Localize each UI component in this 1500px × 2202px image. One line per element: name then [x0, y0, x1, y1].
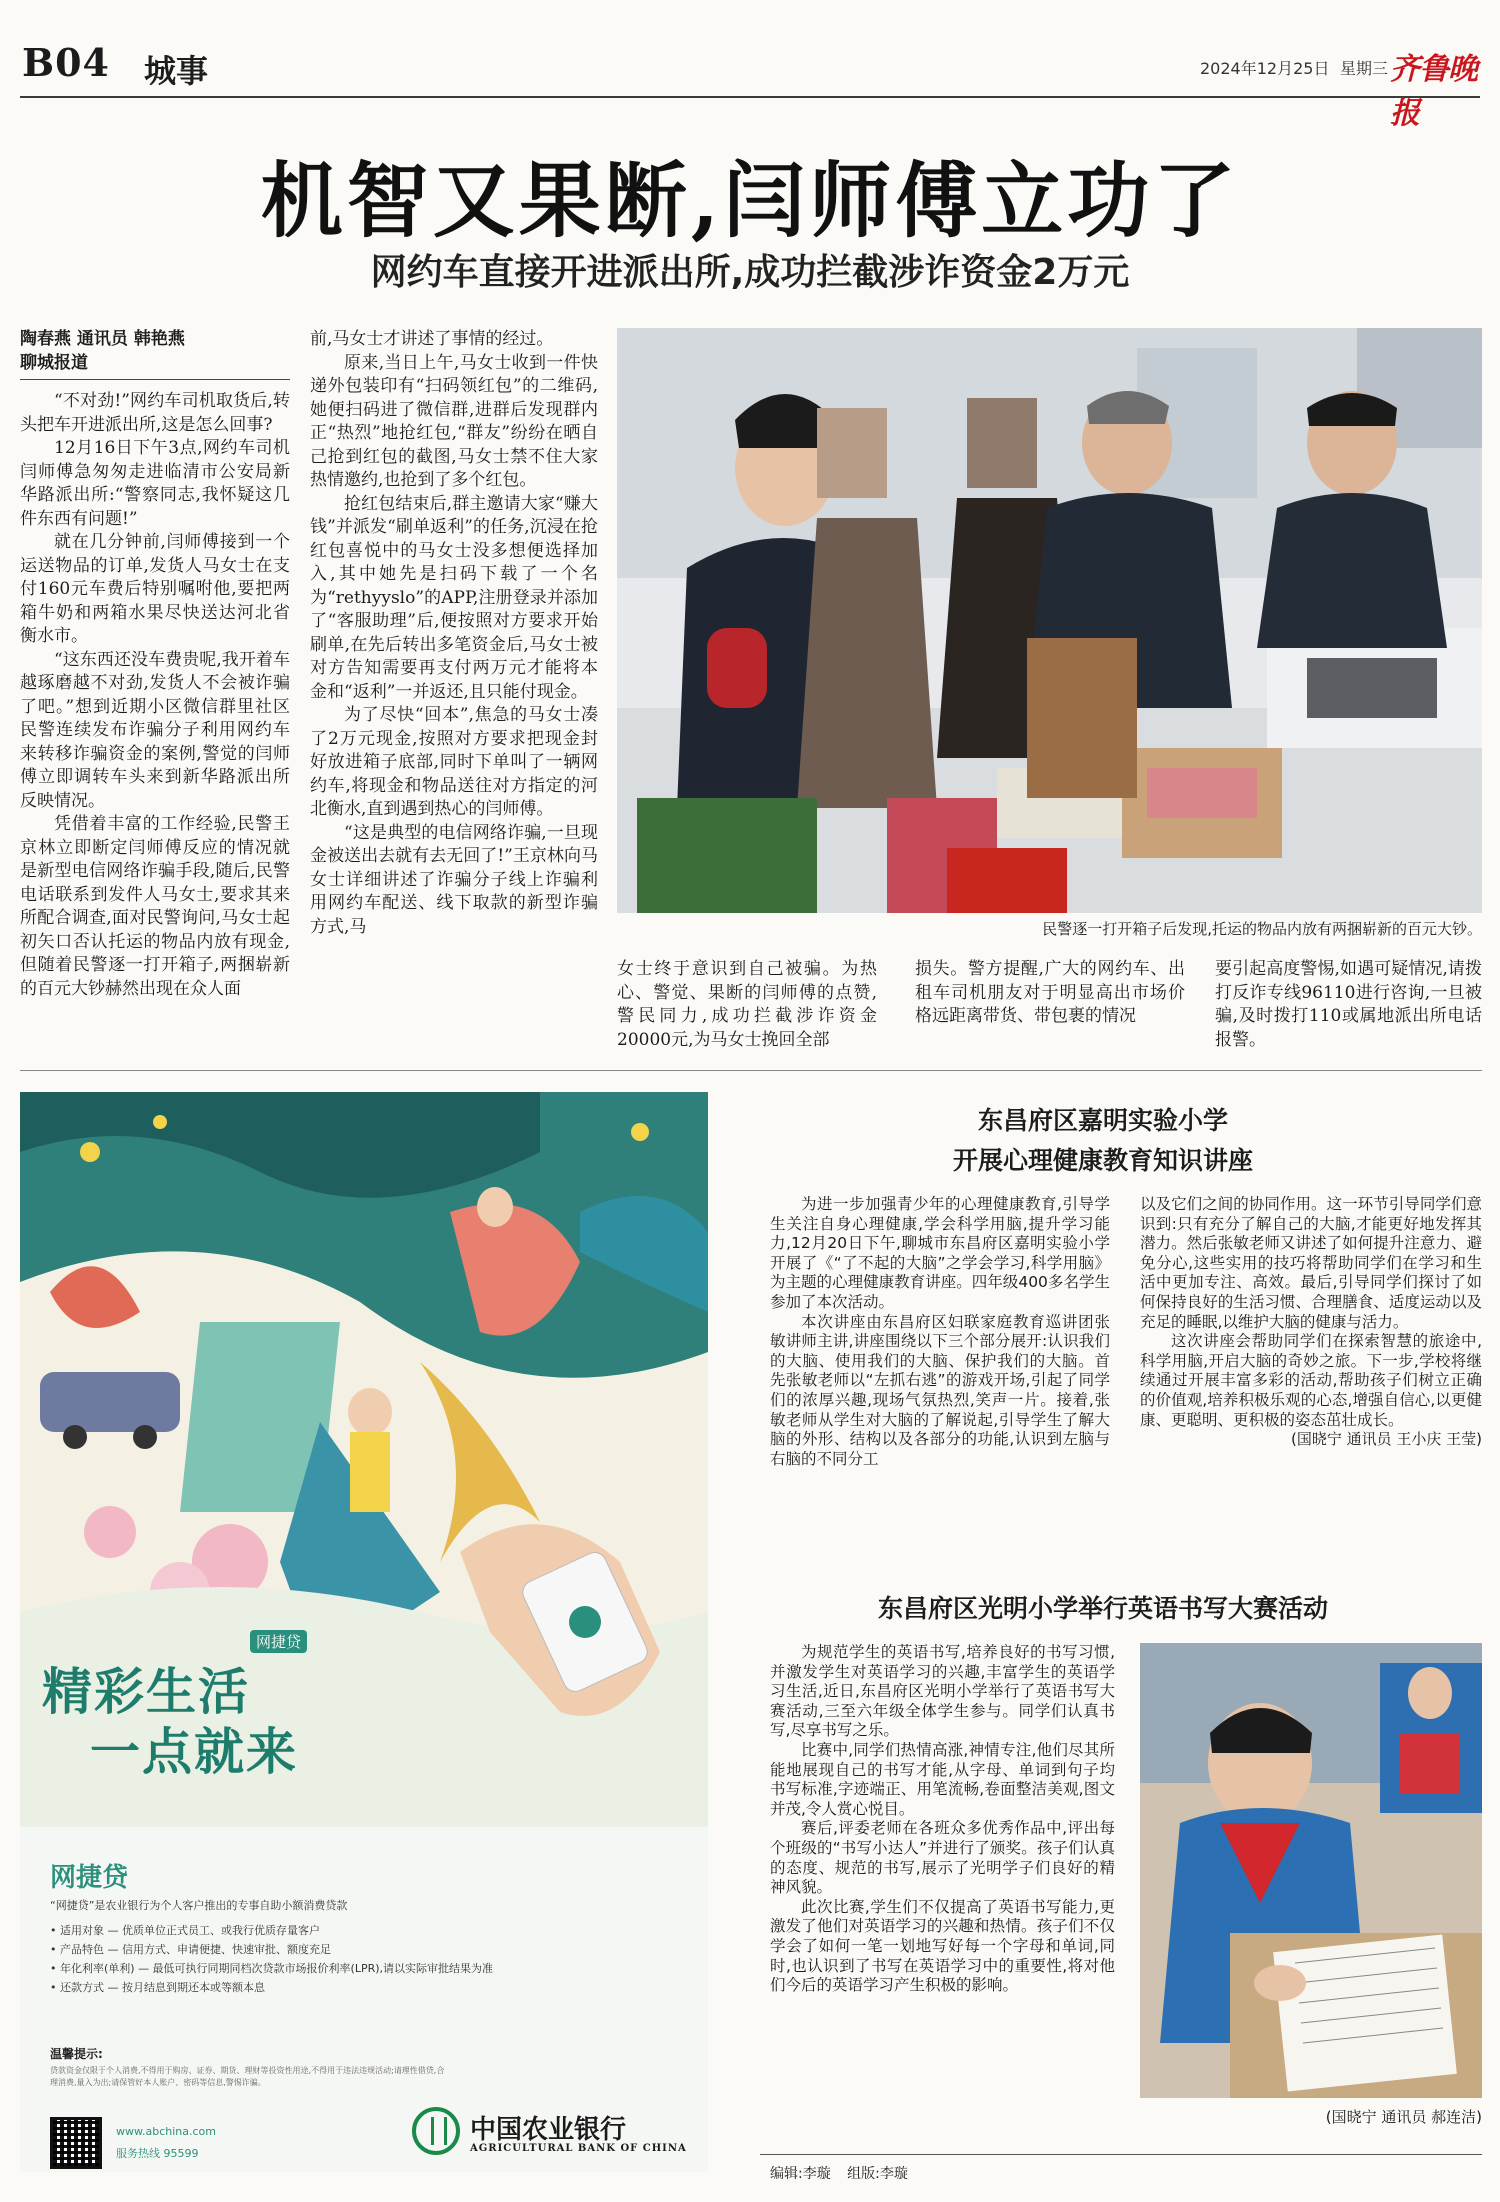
lead-subhead: 网约车直接开进派出所,成功拦截涉诈资金2万元: [370, 252, 1130, 293]
bank-logo-icon: [412, 2107, 460, 2155]
list-item: • 产品特色 — 信用方式、申请便捷、快速审批、额度充足: [50, 1943, 331, 1956]
qr-code-icon[interactable]: [50, 2117, 102, 2169]
paragraph: 要引起高度警惕,如遇可疑情况,请拨打反诈专线96110进行咨询,一旦被骗,及时拨打110或属地派出所电话报警。: [1215, 959, 1482, 1050]
paragraph: 抢红包结束后,群主邀请大家“赚大钱”并派发“刷单返利”的任务,沉浸在抢红包喜悦中的马女士没多想便选择加入,其中她先是扫码下载了一个名为“rethyyslo”的APP,注册登录并添加了“客服助理”后,便按照对方要求开始刷单,在先后转出多笔资金后,马女士被对方告知需要再支付两万元才能将本金和“返利”一并返还,且只能付现金。: [310, 493, 598, 702]
editor-credit: 编辑:李璇: [770, 2166, 831, 2182]
paragraph: “不对劲!”网约车司机取货后,转头把车开进派出所,这是怎么回事?: [20, 391, 290, 435]
photo-illustration: [1140, 1643, 1482, 2098]
article3-column: [770, 1643, 1115, 1996]
list-item: • 还款方式 — 按月结息到期还本或等额本息: [50, 1981, 265, 1994]
ad-tips-title: 温馨提示:: [50, 2047, 103, 2061]
byline-box: [20, 328, 290, 380]
paragraph: 原来,当日上午,马女士收到一件快递外包装印有“扫码领红包”的二维码,她便扫码进了微信群,进群后发现群内正“热烈”地抢红包,“群友”纷纷在晒自己抢到红包的截图,马女士禁不住大家热情邀约,也抢到了多个红包。: [310, 352, 598, 490]
ad-url[interactable]: www.abchina.com: [116, 2125, 216, 2138]
paragraph: 为进一步加强青少年的心理健康教育,引导学生关注自身心理健康,学会科学用脑,提升学习能力,12月20日下午,聊城市东昌府区嘉明实验小学开展了《“了不起的大脑”之学会学习,科学用脑》为主题的心理健康教育讲座。四年级400多名学生参加了本次活动。: [770, 1195, 1110, 1311]
byline-location: 聊城报道: [20, 352, 88, 373]
ad-product-tag: 网捷贷: [250, 1630, 307, 1653]
paragraph: 损失。警方提醒,广大的网约车、出租车司机朋友对于明显高出市场价格远距离带货、带包裹的情况: [915, 959, 1185, 1026]
lead-headline: 机智又果断,闫师傅立功了: [260, 153, 1240, 249]
byline: 陶春燕 通讯员 韩艳燕: [20, 329, 185, 349]
ad-slogan-line2: 一点就来: [90, 1723, 298, 1781]
bank-advertisement[interactable]: [20, 1092, 708, 2172]
page-header: [20, 36, 1480, 131]
paragraph: 以及它们之间的协同作用。这一环节引导同学们意识到:只有充分了解自己的大脑,才能更好地发挥其潜力。然后张敏老师又讲述了如何提升注意力、避免分心,这些实用的技巧将帮助同学们在学习和生活中更加专注、高效。最后,引导同学们探讨了如何保持良好的生活习惯、合理膳食、适度运动以及充足的睡眠,以维护大脑的健康与活力。: [1140, 1195, 1482, 1331]
ad-tips: 贷款资金仅限于个人消费,不得用于购房、证券、期货、理财等投资性用途,不得用于违法违规活动;请理性借贷,合理消费,量入为出;请保管好本人账户、密码等信息,警惕诈骗。: [50, 2066, 445, 2087]
paragraph: 女士终于意识到自己被骗。为热心、警觉、果断的闫师傅的点赞,警民同力,成功拦截涉诈资金20000元,为马女士挽回全部: [617, 959, 877, 1050]
newspaper-logo: 齐鲁晚报: [1390, 52, 1477, 131]
police-station-photo: [617, 328, 1482, 913]
paragraph: 为规范学生的英语书写,培养良好的书写习惯,并激发学生对英语学习的兴趣,丰富学生的英语学习生活,近日,东昌府区光明小学举行了英语书写大赛活动,三至六年级全体学生参与。同学们认真书写,尽享书写之乐。: [770, 1643, 1115, 1740]
lead-column-2: [310, 328, 598, 939]
paragraph: 赛后,评委老师在各班众多优秀作品中,评出每个班级的“书写小达人”并进行了颁奖。孩子们认真的态度、规范的书写,展示了光明学子们良好的精神风貌。: [770, 1819, 1115, 1897]
article2-title-line2: 开展心理健康教育知识讲座: [952, 1146, 1253, 1175]
bank-name-en: AGRICULTURAL BANK OF CHINA: [470, 2143, 687, 2154]
ad-product-title: 网捷贷: [50, 1863, 129, 1893]
issue-weekday: 星期三: [1340, 59, 1389, 78]
paragraph: “这是典型的电信网络诈骗,一旦现金被送出去就有去无回了!”王京林向马女士详细讲述了诈骗分子线上诈骗利用网约车配送、线下取款的新型诈骗方式,马: [310, 822, 598, 937]
article2-credit: (国晓宁 通讯员 王小庆 王莹): [1290, 1430, 1482, 1449]
section-divider: [20, 1070, 1482, 1071]
paragraph: 本次讲座由东昌府区妇联家庭教育巡讲团张敏讲师主讲,讲座围绕以下三个部分展开:认识我们的大脑、使用我们的大脑、保护我们的大脑。首先张敏老师以“左抓右逃”的游戏开场,引起了同学们的浓厚兴趣,现场气氛热烈,笑声一片。接着,张敏老师从学生对大脑的了解说起,引导学生了解大脑的外形、结构以及各部分的功能,认识到左脑与右脑的不同分工: [770, 1312, 1110, 1468]
paragraph: “这东西还没车费贵呢,我开着车越琢磨越不对劲,发货人不会被诈骗了吧。”想到近期小区微信群里社区民警连续发布诈骗分子利用网约车来转移诈骗资金的案例,警觉的闫师傅立即调转车头来到新华路派出所反映情况。: [20, 649, 290, 811]
paragraph: 12月16日下午3点,网约车司机闫师傅急匆匆走进临清市公安局新华路派出所:“警察同志,我怀疑这几件东西有问题!”: [20, 438, 290, 529]
ad-slogan-line1: 精彩生活: [42, 1663, 250, 1721]
paragraph: 比赛中,同学们热情高涨,神情专注,他们尽其所能地展现自己的书写才能,从字母、单词到句子均书写标准,字迹端正、用笔流畅,卷面整洁美观,图文并茂,令人赏心悦目。: [770, 1740, 1115, 1818]
article2-column-2: [1140, 1195, 1482, 1450]
list-item: • 适用对象 — 优质单位正式员工、或我行优质存量客户: [50, 1924, 320, 1937]
paragraph: 就在几分钟前,闫师傅接到一个运送物品的订单,发货人马女士在支付160元车费后特别嘱咐他,要把两箱牛奶和两箱水果尽快送达河北省衡水市。: [20, 532, 290, 646]
paragraph: 前,马女士才讲述了事情的经过。: [310, 329, 554, 349]
paragraph: 这次讲座会帮助同学们在探索智慧的旅途中,科学用脑,开启大脑的奇妙之旅。下一步,学校将继续通过开展丰富多彩的活动,帮助孩子们树立正确的价值观,培养积极乐观的心态,增强自信心,以更健康、更聪明、更积极的姿态茁壮成长。: [1140, 1332, 1482, 1429]
ad-info-panel: [20, 1827, 708, 2172]
lead-strip-1: [617, 958, 877, 1052]
layout-credit: 组版:李璇: [847, 2166, 908, 2182]
lead-strip-3: [1215, 958, 1482, 1052]
ad-hotline: 服务热线 95599: [116, 2147, 199, 2160]
lead-strip-2: [915, 958, 1185, 1029]
page-number: B04: [22, 40, 110, 85]
photo-illustration: [617, 328, 1482, 913]
article2-column-1: [770, 1195, 1110, 1469]
bank-name-cn: 中国农业银行: [470, 2115, 627, 2145]
paragraph: 此次比赛,学生们不仅提高了英语书写能力,更激发了他们对英语学习的兴趣和热情。孩子们不仅学会了如何一笔一划地写好每一个字母和单词,同时,也认识到了书写在英语学习中的重要性,将对他们今后的英语学习产生积极的影响。: [770, 1897, 1115, 1995]
photo-caption: 民警逐一打开箱子后发现,托运的物品内放有两捆崭新的百元大钞。: [1042, 920, 1482, 938]
ad-product-desc: “网捷贷”是农业银行为个人客户推出的专事自助小额消费贷款: [50, 1899, 348, 1912]
lead-column-1: [20, 328, 290, 1001]
section-name: 城事: [144, 52, 209, 90]
article3-credit: (国晓宁 通讯员 郝连洁): [1325, 2108, 1482, 2126]
ad-feature-list: [50, 1921, 493, 1997]
issue-date: 2024年12月25日: [1200, 59, 1330, 78]
article3-title: 东昌府区光明小学举行英语书写大赛活动: [877, 1594, 1328, 1623]
footer-divider: [760, 2154, 1482, 2155]
english-contest-photo: [1140, 1643, 1482, 2098]
paragraph: 凭借着丰富的工作经验,民警王京林立即断定闫师傅反应的情况就是新型电信网络诈骗手段,随后,民警电话联系到发件人马女士,要求其来所配合调查,面对民警询问,马女士起初矢口否认托运的物品内放有现金,但随着民警逐一打开箱子,两捆崭新的百元大钞赫然出现在众人面: [20, 814, 290, 999]
page-footer: [770, 2163, 920, 2183]
list-item: • 年化利率(单利) — 最低可执行同期同档次贷款市场报价利率(LPR),请以实际审批结果为准: [50, 1962, 494, 1975]
article2-title-line1: 东昌府区嘉明实验小学: [977, 1106, 1228, 1135]
paragraph: 为了尽快“回本”,焦急的马女士凑了2万元现金,按照对方要求把现金封好放进箱子底部,同时下单叫了一辆网约车,将现金和物品送往对方指定的河北衡水,直到遇到热心的闫师傅。: [310, 705, 598, 819]
